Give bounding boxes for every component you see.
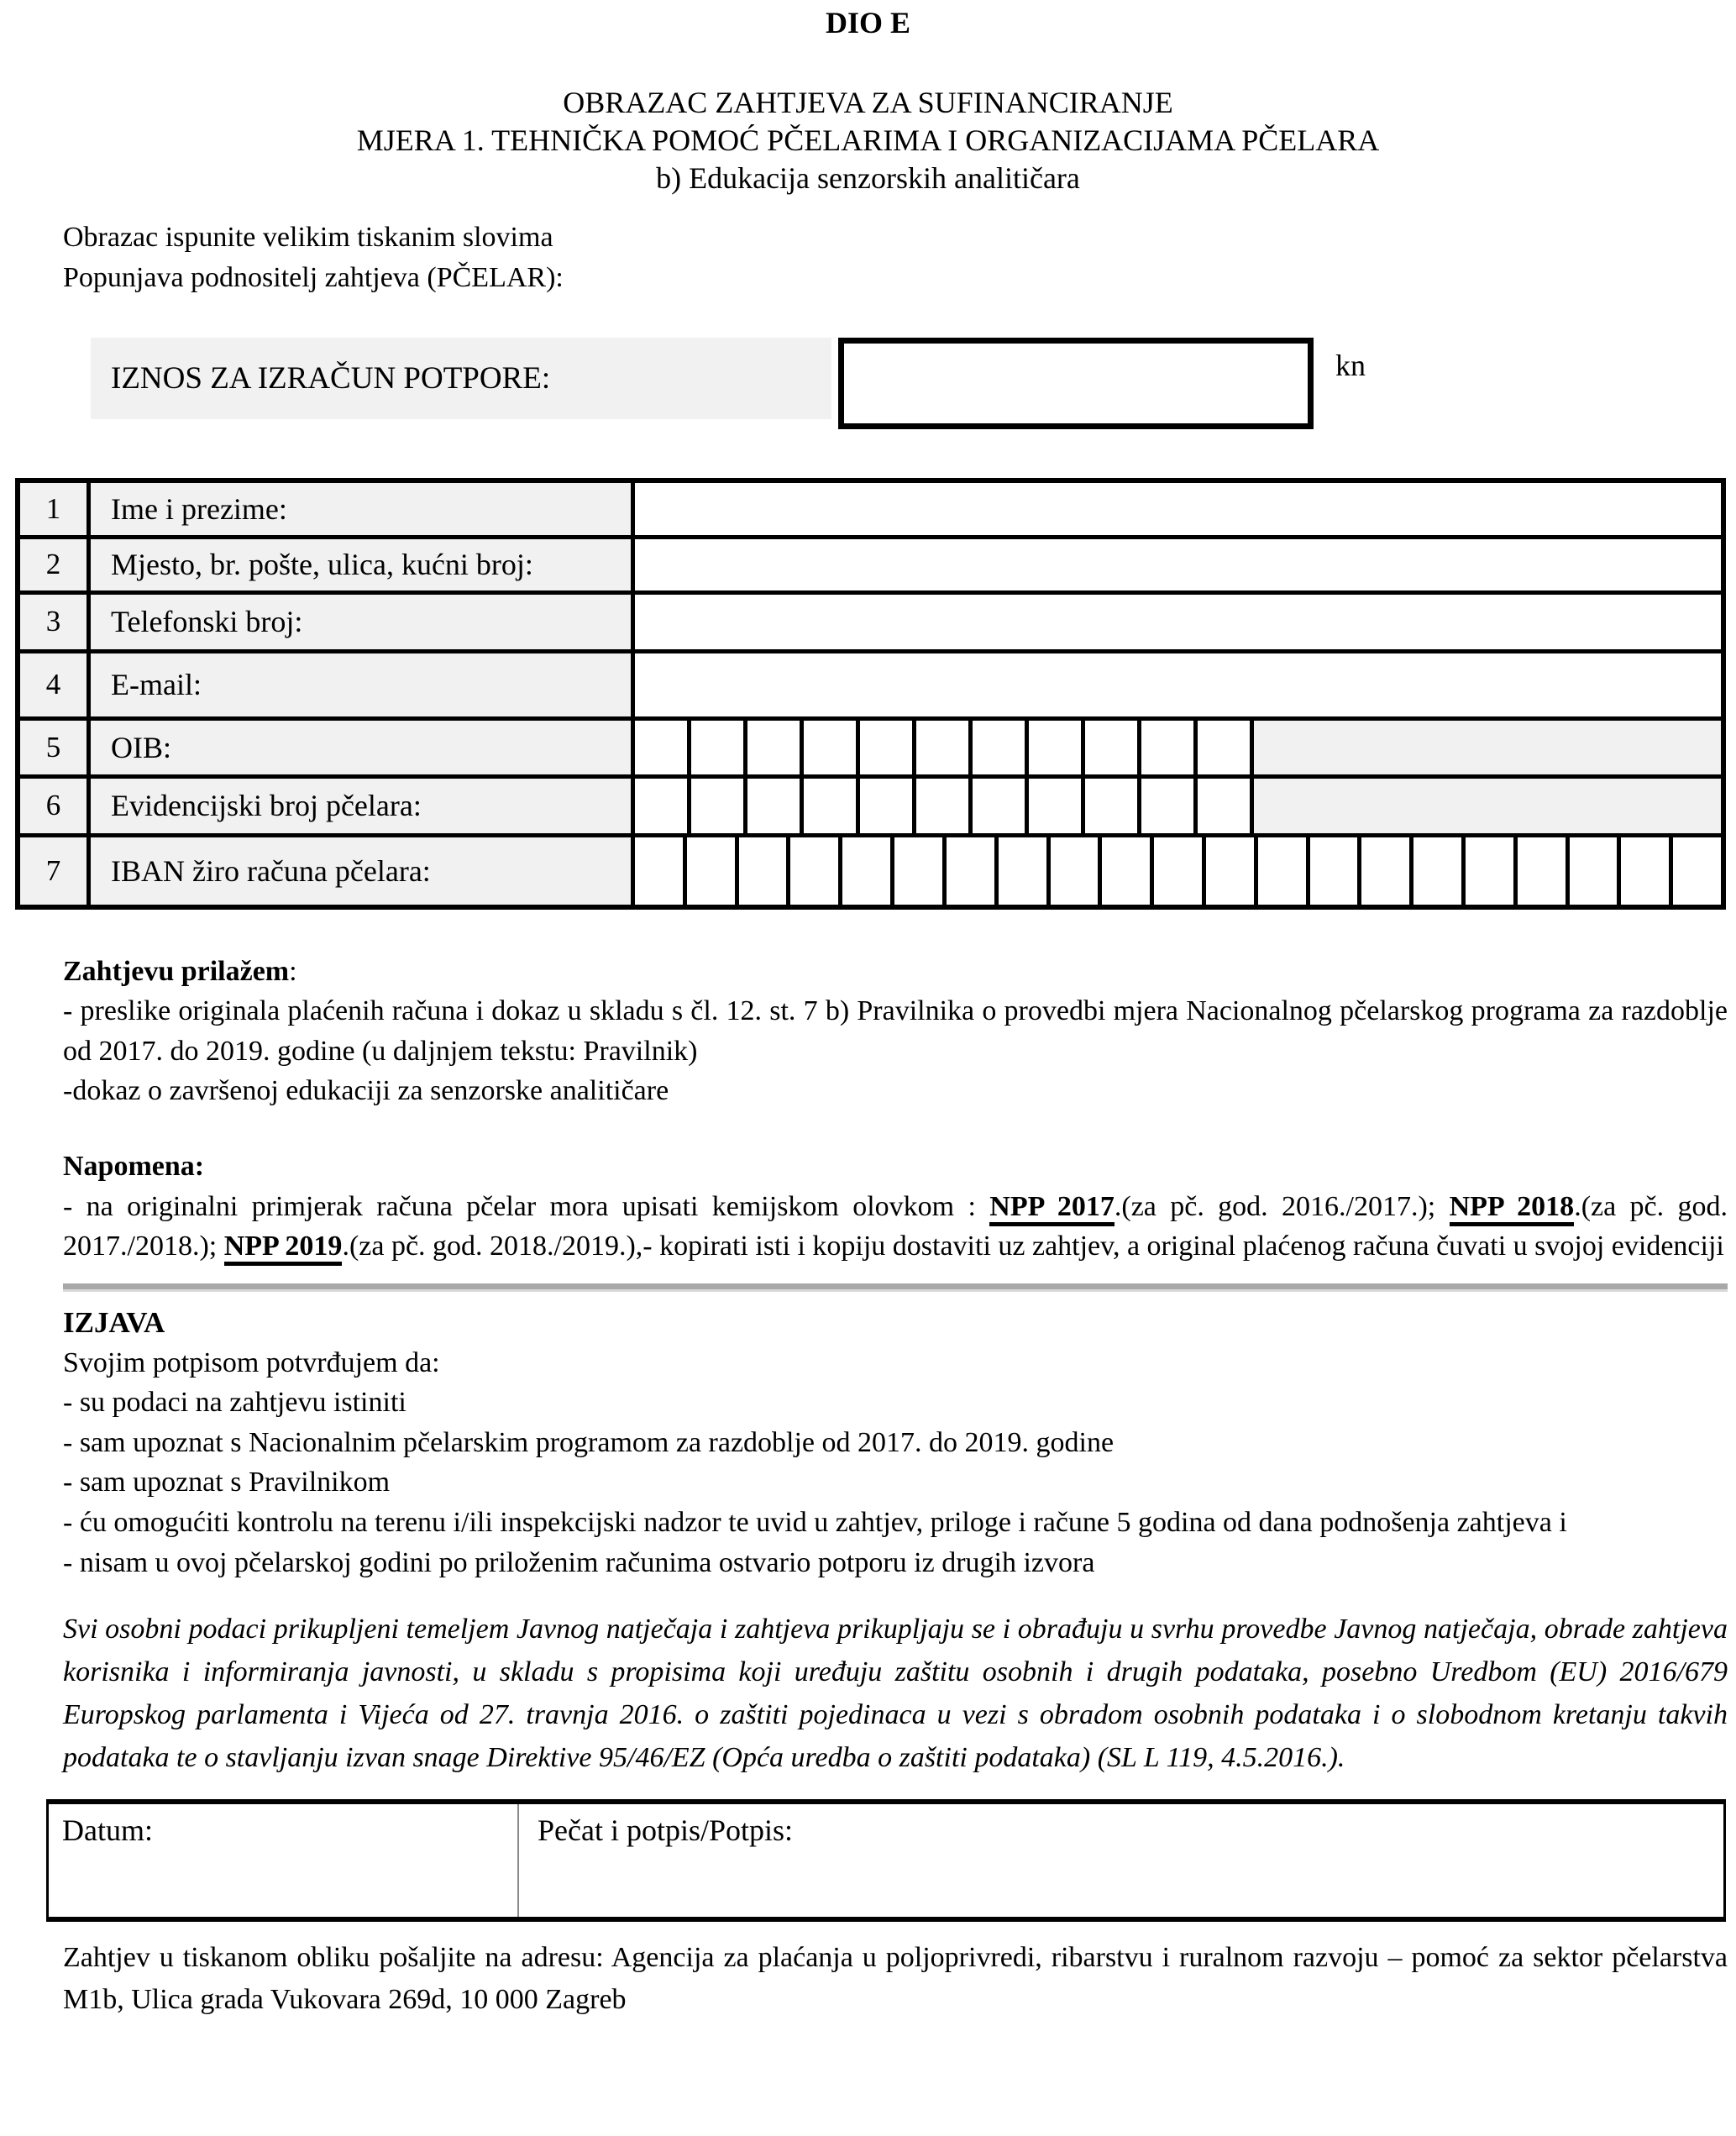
table-row [20, 590, 1721, 649]
amount-label: IZNOS ZA IZRAČUN POTPORE: [91, 338, 831, 419]
char-box[interactable] [1206, 837, 1258, 905]
char-box[interactable] [1466, 837, 1518, 905]
table-row [20, 535, 1721, 590]
char-box[interactable] [804, 721, 860, 774]
form-title: OBRAZAC ZAHTJEVA ZA SUFINANCIRANJE [563, 86, 1173, 119]
char-box[interactable] [1141, 721, 1198, 774]
row-label: IBAN žiro računa pčelara: [91, 837, 635, 905]
char-box[interactable] [973, 779, 1029, 833]
char-box[interactable] [1198, 779, 1254, 833]
row-number: 6 [20, 779, 91, 833]
npp-2018-ref: NPP 2018 [1450, 1191, 1575, 1226]
char-box[interactable] [691, 779, 747, 833]
attachment-item: -dokaz o završenoj edukaciji za senzorske analitičare [63, 1075, 669, 1107]
char-box-strip [635, 837, 1721, 905]
char-box[interactable] [1361, 837, 1413, 905]
char-box[interactable] [739, 837, 791, 905]
char-box[interactable] [1085, 721, 1141, 774]
row-value-input[interactable] [635, 595, 1721, 649]
declaration-item: - ću omogućiti kontrolu na terenu i/ili inspekcijski nadzor te uvid u zahtjev, priloge i račune 5 godina od dana podnošenja zahtjeva i [63, 1507, 1567, 1539]
row-number: 5 [20, 721, 91, 774]
char-box[interactable] [1518, 837, 1570, 905]
row-label: E-mail: [91, 653, 635, 716]
declaration-heading: IZJAVA [63, 1305, 165, 1339]
row-label: OIB: [91, 721, 635, 774]
char-box[interactable] [1413, 837, 1466, 905]
char-box[interactable] [916, 721, 973, 774]
signature-table [46, 1799, 1726, 1922]
row-number: 2 [20, 539, 91, 590]
privacy-notice: Svi osobni podaci prikupljeni temeljem Javnog natječaja i zahtjeva prikupljaju se i obrađuju u svrhu provedbe Javnog natječaja, obrade zahtjeva korisnika i informiranja javnosti, u skladu s propisima koji uređuju zaštitu osobnih i drugih podataka, posebno Uredbom (EU) 2016/679 Europskog parlamenta i Vijeća od 27. travnja 2016. o zaštiti pojedinaca u vezi s obradom osobnih podataka i o slobodnom kretanju takvih podataka te o stavljanju izvan snage Direktive 95/46/EZ (Opća uredba o zaštiti podataka) (SL L 119, 4.5.2016.). [63, 1614, 1728, 1774]
declaration-item: - su podaci na zahtjevu istiniti [63, 1387, 406, 1419]
char-box[interactable] [1141, 779, 1198, 833]
stamp-cell[interactable] [519, 1804, 1723, 1917]
char-box[interactable] [1310, 837, 1362, 905]
char-box[interactable] [747, 779, 804, 833]
note-paragraph: - na originalni primjerak računa pčelar mora upisati kemijskom olovkom : NPP 2017.(za pč. god. 2016./2017.); NPP 2018.(za pč. god. 2017./2018.); NPP 2019.(za pč. god. 2018./2019.),- kopirati isti i kopiju dostaviti uz zahtjev, a original plaćenog računa čuvati u svojoj evidenciji [63, 1187, 1728, 1267]
char-box-filler [1254, 779, 1721, 833]
row-label: Ime i prezime: [91, 483, 635, 535]
char-box[interactable] [747, 721, 804, 774]
measure-title: MJERA 1. TEHNIČKA POMOĆ PČELARIMA I ORGANIZACIJAMA PČELARA [356, 123, 1380, 157]
row-value-input[interactable] [635, 653, 1721, 716]
char-box[interactable] [1029, 779, 1085, 833]
table-row [20, 774, 1721, 833]
section-divider [63, 1283, 1728, 1292]
footer-address: Zahtjev u tiskanom obliku pošaljite na adresu: Agencija za plaćanja u poljoprivredi, ribarstvu i ruralnom razvoju – pomoć za sektor pčelarstva M1b, Ulica grada Vukovara 269d, 10 000 Zagreb [63, 1942, 1728, 2015]
char-box[interactable] [1621, 837, 1673, 905]
char-box-strip [635, 779, 1721, 833]
table-row [20, 483, 1721, 535]
char-box[interactable] [804, 779, 860, 833]
instruction-fill-caps: Obrazac ispunite velikim tiskanim slovima [63, 222, 553, 253]
char-box[interactable] [1085, 779, 1141, 833]
attachment-item: - preslike originala plaćenih računa i dokaz u skladu s čl. 12. st. 7 b) Pravilnika o provedbi mjera Nacionalnog pčelarskog programa za razdoblje od 2017. do 2019. godine (u daljnjem tekstu: Pravilnik) [63, 995, 1728, 1067]
row-value-input[interactable] [635, 539, 1721, 590]
attachments-heading: Zahtjevu prilažem: [63, 955, 297, 987]
char-box[interactable] [894, 837, 947, 905]
row-number: 7 [20, 837, 91, 905]
declaration-intro: Svojim potpisom potvrđujem da: [63, 1346, 440, 1378]
row-number: 4 [20, 653, 91, 716]
char-box[interactable] [1673, 837, 1721, 905]
instructions [63, 218, 1728, 299]
char-box-strip [635, 721, 1721, 774]
declaration-item: - sam upoznat s Nacionalnim pčelarskim programom za razdoblje od 2017. do 2019. godine [63, 1426, 1115, 1458]
char-box[interactable] [635, 779, 691, 833]
row-label: Mjesto, br. pošte, ulica, kućni broj: [91, 539, 635, 590]
declaration-section [63, 1302, 1728, 1583]
char-box[interactable] [691, 721, 747, 774]
char-box[interactable] [1051, 837, 1103, 905]
char-box-filler [1254, 721, 1721, 774]
char-box[interactable] [1102, 837, 1154, 905]
char-box[interactable] [1029, 721, 1085, 774]
char-box[interactable] [947, 837, 999, 905]
char-box[interactable] [687, 837, 739, 905]
stamp-label: Pečat i potpis/Potpis: [538, 1813, 794, 1848]
char-box[interactable] [973, 721, 1029, 774]
char-box[interactable] [1198, 721, 1254, 774]
note-heading: Napomena: [63, 1150, 205, 1182]
declaration-item: - nisam u ovoj pčelarskoj godini po priloženim računima ostvario potporu iz drugih izvora [63, 1546, 1095, 1578]
table-row [20, 716, 1721, 774]
row-label: Telefonski broj: [91, 595, 635, 649]
amount-row [91, 338, 1736, 429]
instruction-filled-by: Popunjava podnositelj zahtjeva (PČELAR): [63, 262, 564, 294]
row-value-input[interactable] [635, 483, 1721, 535]
table-row [20, 833, 1721, 905]
char-box[interactable] [999, 837, 1051, 905]
row-label: Evidencijski broj pčelara: [91, 779, 635, 833]
npp-2019-ref: NPP 2019 [224, 1231, 343, 1266]
applicant-table [15, 478, 1726, 910]
submeasure-title: b) Edukacija senzorskih analitičara [656, 161, 1080, 195]
declaration-item: - sam upoznat s Pravilnikom [63, 1467, 391, 1498]
part-label: DIO E [825, 6, 911, 39]
note-section [63, 1147, 1728, 1267]
char-box[interactable] [916, 779, 973, 833]
char-box[interactable] [842, 837, 894, 905]
char-box[interactable] [635, 837, 687, 905]
row-number: 3 [20, 595, 91, 649]
attachments-section [63, 952, 1728, 1111]
table-row [20, 649, 1721, 716]
date-cell[interactable] [49, 1804, 519, 1917]
char-box[interactable] [790, 837, 842, 905]
char-box[interactable] [1258, 837, 1310, 905]
char-box[interactable] [860, 721, 916, 774]
npp-2017-ref: NPP 2017 [989, 1191, 1115, 1226]
char-box[interactable] [1570, 837, 1622, 905]
char-box[interactable] [860, 779, 916, 833]
char-box[interactable] [635, 721, 691, 774]
currency-label: kn [1335, 348, 1366, 382]
date-label: Datum: [62, 1813, 153, 1848]
form-title-block [0, 84, 1736, 197]
amount-input-box[interactable] [838, 338, 1314, 429]
char-box[interactable] [1154, 837, 1206, 905]
row-number: 1 [20, 483, 91, 535]
